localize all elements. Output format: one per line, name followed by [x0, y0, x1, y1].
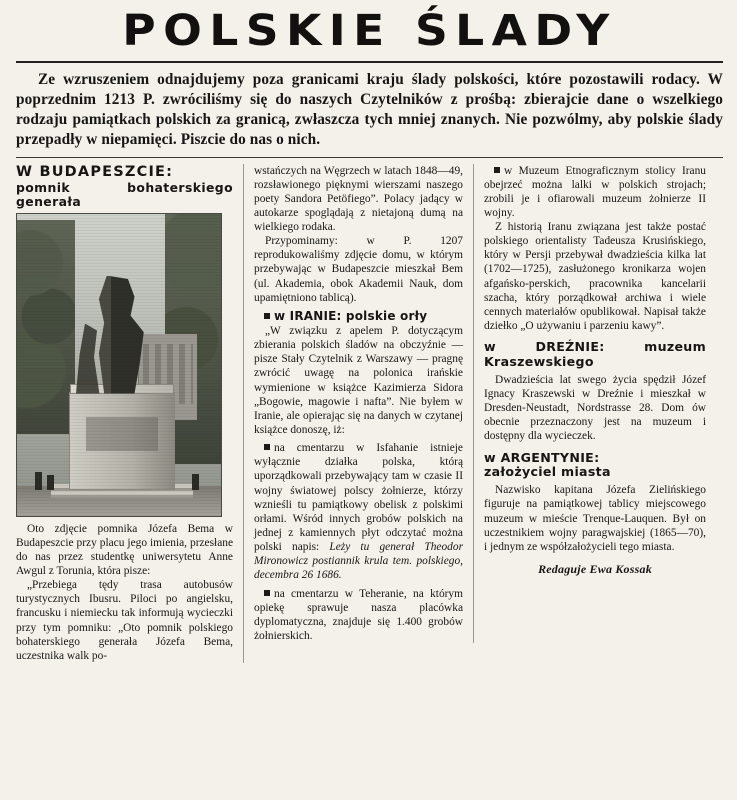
section-heading-drezno-main: w DREŹNIE: muzeum Kraszewskiego	[484, 339, 706, 370]
section-heading-argentyna	[484, 451, 706, 481]
budapest-reminder: Przypominamy: w P. 1207 reprodukowaliśmy zdjęcie domu, w którym przebywając w Budapeszcie mieszkał Bem (ul. Akademia, obok Akademii Nauk, dom upamiętniono tablicą).	[254, 235, 463, 304]
argentyna-paragraph: Nazwisko kapitana Józefa Zielińskiego figuruje na pamiątkowej tablicy miejscowego muzeum w mieście Trenque-Lauquen. Był on uczestnikiem wojny paragwajskiej (1865—70), i jednym ze współzałożycieli tego miasta.	[484, 484, 706, 553]
editor-signature: Redaguje Ewa Kossak	[538, 562, 652, 577]
masthead-divider	[16, 61, 723, 63]
iran-intro: „W związku z apelem P. dotyczącym zbierania polskich śladów na obczyźnie — pisze Stały Czytelnik z Warszawy — pragnę zwrócić uwagę na polonica irańskie wymienione w książce Kazimierza Sidora „Bogowie, magowie i nafta”. Nie byłem w Iranie, ale opierając się na danych w czytanej książce donoszę, iż:	[254, 325, 463, 437]
column-one	[16, 164, 244, 663]
bullet-square-icon	[264, 313, 270, 319]
page-title: POLSKIE ŚLADY	[122, 6, 617, 56]
section-heading-drezno	[484, 340, 706, 370]
section-heading-budapest	[16, 164, 233, 209]
drezno-paragraph: Dwadzieścia lat swego życia spędził Józef Ignacy Kraszewski w Dreźnie i mieszkał w Dresden-Neustadt, Nordstrasse 28. Dom ów obecnie przeznaczony jest na muzeum i dostępny dla wycieczek.	[484, 373, 706, 443]
section-heading-budapest-sub: pomnik bohaterskiego generała	[16, 179, 233, 209]
reader-quote: „Przebiega tędy trasa autobusów turystycznych Ibusru. Piloci po angielsku, francusku i niemiecku tak informują wycieczki przy tym pomniku: „Oto pomnik polskiego bohaterskiego generała Józefa Bema, uczestnika walk po-	[16, 579, 233, 662]
bullet-square-icon	[494, 167, 500, 173]
column-two	[244, 164, 474, 644]
lead-paragraph: Ze wzruszeniem odnajdujemy poza granicami kraju ślady polskości, które pozostawili rodacy. W poprzednim 1213 P. zwróciliśmy się do naszych Czytelników z prośbą: zbierajcie dane o wszelkiego rodzaju pamiątkach polskich za granicą, zwłaszcza tych mniej znanych. Nie pozwólmy, aby polskie ślady przepadły w niepamięci. Piszcie do nas o nich.	[16, 71, 723, 148]
photo-grain-overlay	[17, 214, 221, 516]
bullet-square-icon	[264, 444, 270, 450]
section-heading-argentyna-sub: założyciel miasta	[484, 464, 611, 480]
column-three	[474, 164, 706, 577]
iran-bullet-museum	[484, 164, 706, 221]
iran-bullet-isfahan	[254, 441, 463, 582]
iran-bullet-museum-text: w Muzeum Etnograficznym stolicy Iranu obejrzeć można lalki w polskich strojach; zrobili je i ofiarowali muzeum żołnierze II wojny.	[484, 164, 706, 219]
iran-section	[254, 309, 463, 324]
section-heading-iran: w IRANIE: polskie orły	[274, 308, 428, 323]
iran-grave-inscription: Leży tu generał Theodor Mironowicz postiannik krula tem. polskiego, decembra 26 1686.	[254, 541, 464, 582]
iran-bullet-isfahan-text: na cmentarzu w Isfahanie istnieje wyłącznie działka polska, którą uporządkowali przebywający tam w czasie II wojny światowej polscy żołnierze, którzy wznieśli tu pamiątkowy obelisk z polskimi orłami. Wśród innych grobów polskich na jednej z kamiennych płyt odczytać można polski napis:	[254, 442, 463, 554]
article-columns	[16, 164, 723, 663]
section-heading-argentyna-main: w ARGENTYNIE:	[484, 449, 600, 465]
photo-caption: Oto zdjęcie pomnika Józefa Bema w Budapeszcie przy placu jego imienia, przesłane do nas przez studentkę uniwersytetu Anne Awgul z Torunia, która pisze:	[16, 522, 233, 577]
lead-divider	[16, 157, 723, 158]
monument-photo	[16, 213, 222, 517]
bullet-square-icon	[264, 590, 270, 596]
krusinski-paragraph: Z historią Iranu związana jest także postać polskiego orientalisty Tadeusza Krusińskiego, który w Persji przebywał dwadzieścia kilka lat (1702—1725), zasłużonego kronikarza wojen afgańsko-perskich, pracownika kancelarii szacha, który porządkował archiwa i wiele cennych materiałów opublikował. Napisał także dziełko „O używaniu i parzeniu kawy”.	[484, 221, 706, 333]
section-heading-budapest-main: W BUDAPESZCIE:	[16, 163, 174, 180]
iran-bullet-teheran-text: na cmentarzu w Teheranie, na którym opiekę sprawuje nasza placówka dyplomatyczna, znajduje się 1.400 grobów żołnierskich.	[254, 587, 463, 642]
iran-bullet-teheran	[254, 587, 463, 644]
budapest-continued: wstańczych na Węgrzech w latach 1848—49, rozsławionego pięknymi wierszami naszego poety Sandora Petöfiego”. Polacy jadący w autokarze spoglądają z nietajoną dumą na wielkiego rodaka.	[254, 164, 463, 234]
